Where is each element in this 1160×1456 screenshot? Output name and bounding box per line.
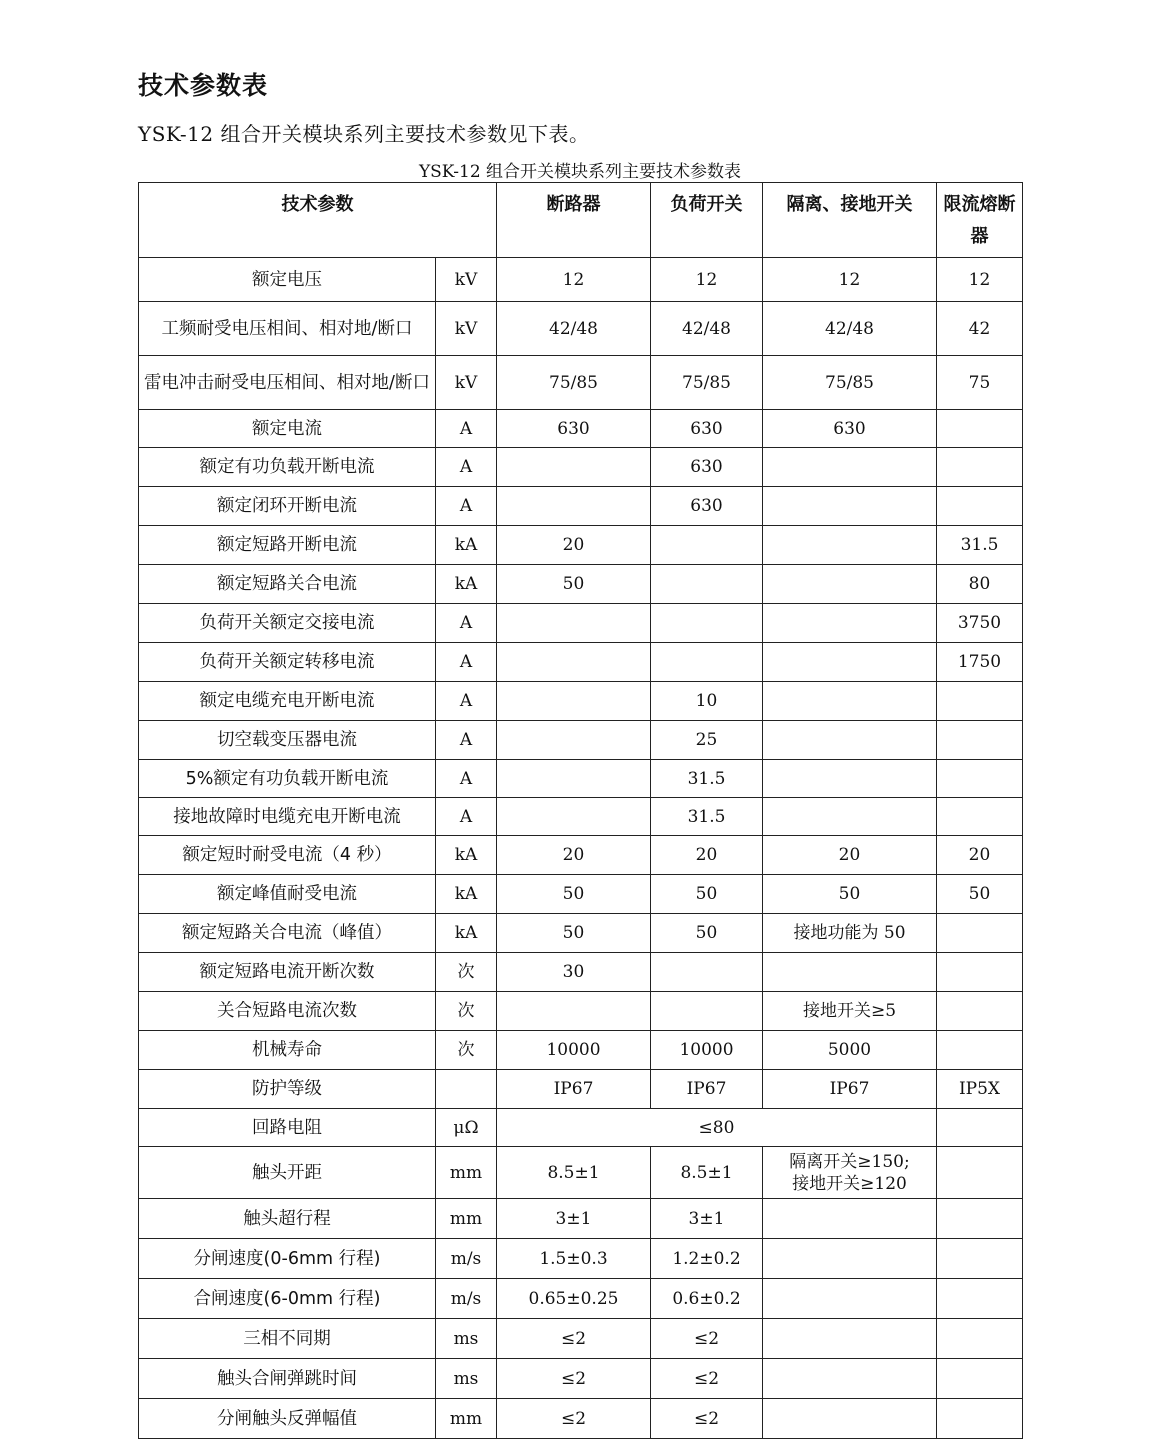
cell-breaker: ≤2 — [497, 1399, 651, 1439]
intro-text: YSK-12 组合开关模块系列主要技术参数见下表。 — [138, 122, 590, 146]
cell-unit: kA — [436, 526, 497, 565]
cell-fuse: IP5X — [937, 1070, 1023, 1109]
cell-param: 5%额定有功负载开断电流 — [139, 760, 436, 798]
cell-param: 触头开距 — [139, 1147, 436, 1199]
cell-unit: kA — [436, 914, 497, 953]
cell-breaker: 20 — [497, 526, 651, 565]
cell-breaker: 50 — [497, 875, 651, 914]
cell-unit: A — [436, 760, 497, 798]
cell-isolating-earthing — [763, 604, 937, 643]
cell-fuse — [937, 410, 1023, 448]
cell-breaker: ≤2 — [497, 1359, 651, 1399]
cell-load-switch: 12 — [651, 258, 763, 302]
cell-isolating-earthing — [763, 1359, 937, 1399]
cell-fuse — [937, 1279, 1023, 1319]
cell-breaker: 0.65±0.25 — [497, 1279, 651, 1319]
cell-isolating-earthing: IP67 — [763, 1070, 937, 1109]
cell-breaker — [497, 760, 651, 798]
table-row — [139, 1279, 1023, 1319]
cell-param: 额定短时耐受电流（4 秒） — [139, 836, 436, 875]
cell-param: 回路电阻 — [139, 1109, 436, 1147]
cell-breaker: 42/48 — [497, 302, 651, 356]
cell-load-switch: ≤2 — [651, 1319, 763, 1359]
cell-unit: kA — [436, 565, 497, 604]
cell-fuse — [937, 721, 1023, 760]
header-fuse: 限流熔断器 — [937, 183, 1023, 258]
cell-load-switch: 50 — [651, 914, 763, 953]
cell-merged: ≤80 — [497, 1109, 937, 1147]
cell-fuse — [937, 1109, 1023, 1147]
cell-fuse — [937, 1399, 1023, 1439]
cell-isolating-earthing: 20 — [763, 836, 937, 875]
cell-isolating-earthing: 42/48 — [763, 302, 937, 356]
cell-load-switch: 50 — [651, 875, 763, 914]
cell-unit: A — [436, 682, 497, 721]
spec-table — [138, 182, 1023, 1439]
cell-unit: mm — [436, 1399, 497, 1439]
cell-unit: A — [436, 487, 497, 526]
table-caption: YSK-12 组合开关模块系列主要技术参数表 — [418, 162, 742, 182]
table-row — [139, 953, 1023, 992]
cell-unit: μΩ — [436, 1109, 497, 1147]
cell-breaker: 75/85 — [497, 356, 651, 410]
cell-param: 额定峰值耐受电流 — [139, 875, 436, 914]
table-row — [139, 1399, 1023, 1439]
cell-breaker: 8.5±1 — [497, 1147, 651, 1199]
cell-isolating-earthing — [763, 1279, 937, 1319]
cell-breaker — [497, 798, 651, 836]
cell-isolating-earthing: 5000 — [763, 1031, 937, 1070]
cell-param: 额定闭环开断电流 — [139, 487, 436, 526]
table-row — [139, 992, 1023, 1031]
cell-isolating-earthing — [763, 760, 937, 798]
table-row — [139, 410, 1023, 448]
cell-breaker: 10000 — [497, 1031, 651, 1070]
table-row — [139, 487, 1023, 526]
header-param: 技术参数 — [139, 183, 497, 258]
cell-fuse — [937, 992, 1023, 1031]
cell-breaker — [497, 487, 651, 526]
cell-fuse — [937, 1031, 1023, 1070]
cell-isolating-earthing — [763, 1399, 937, 1439]
table-row — [139, 682, 1023, 721]
cell-param: 额定电流 — [139, 410, 436, 448]
cell-load-switch — [651, 565, 763, 604]
cell-load-switch: IP67 — [651, 1070, 763, 1109]
cell-fuse — [937, 1199, 1023, 1239]
cell-fuse — [937, 487, 1023, 526]
cell-param: 负荷开关额定交接电流 — [139, 604, 436, 643]
cell-unit: kA — [436, 875, 497, 914]
cell-param: 关合短路电流次数 — [139, 992, 436, 1031]
cell-load-switch: 3±1 — [651, 1199, 763, 1239]
cell-unit: 次 — [436, 992, 497, 1031]
cell-breaker: 1.5±0.3 — [497, 1239, 651, 1279]
cell-unit: kV — [436, 258, 497, 302]
cell-isolating-earthing: 接地功能为 50 — [763, 914, 937, 953]
cell-fuse — [937, 1319, 1023, 1359]
cell-fuse: 31.5 — [937, 526, 1023, 565]
cell-load-switch: 8.5±1 — [651, 1147, 763, 1199]
cell-isolating-earthing — [763, 1319, 937, 1359]
cell-param: 切空载变压器电流 — [139, 721, 436, 760]
cell-param: 负荷开关额定转移电流 — [139, 643, 436, 682]
cell-param: 三相不同期 — [139, 1319, 436, 1359]
cell-load-switch: 20 — [651, 836, 763, 875]
cell-breaker: ≤2 — [497, 1319, 651, 1359]
cell-isolating-earthing — [763, 448, 937, 487]
cell-load-switch — [651, 992, 763, 1031]
cell-unit: A — [436, 643, 497, 682]
page-heading: 技术参数表 — [138, 71, 269, 100]
cell-unit: m/s — [436, 1239, 497, 1279]
cell-breaker — [497, 604, 651, 643]
cell-unit: 次 — [436, 953, 497, 992]
cell-fuse: 3750 — [937, 604, 1023, 643]
cell-isolating-earthing — [763, 953, 937, 992]
cell-load-switch — [651, 604, 763, 643]
cell-fuse: 80 — [937, 565, 1023, 604]
cell-unit: kA — [436, 836, 497, 875]
cell-fuse — [937, 798, 1023, 836]
cell-breaker: 30 — [497, 953, 651, 992]
cell-unit: A — [436, 410, 497, 448]
header-isolating-earthing: 隔离、接地开关 — [763, 183, 937, 258]
cell-fuse: 42 — [937, 302, 1023, 356]
cell-isolating-earthing: 隔离开关≥150; 接地开关≥120 — [763, 1147, 937, 1199]
table-row — [139, 302, 1023, 356]
cell-load-switch: 25 — [651, 721, 763, 760]
cell-param: 工频耐受电压相间、相对地/断口 — [139, 302, 436, 356]
cell-load-switch: 0.6±0.2 — [651, 1279, 763, 1319]
cell-param: 接地故障时电缆充电开断电流 — [139, 798, 436, 836]
table-row — [139, 1359, 1023, 1399]
cell-fuse: 12 — [937, 258, 1023, 302]
cell-isolating-earthing — [763, 798, 937, 836]
cell-breaker: 50 — [497, 914, 651, 953]
cell-fuse: 75 — [937, 356, 1023, 410]
cell-breaker — [497, 992, 651, 1031]
table-row — [139, 914, 1023, 953]
table-row — [139, 1239, 1023, 1279]
cell-fuse — [937, 760, 1023, 798]
table-row — [139, 836, 1023, 875]
cell-breaker: 3±1 — [497, 1199, 651, 1239]
cell-breaker: 630 — [497, 410, 651, 448]
table-row — [139, 875, 1023, 914]
cell-isolating-earthing — [763, 682, 937, 721]
cell-fuse: 20 — [937, 836, 1023, 875]
cell-isolating-earthing: 接地开关≥5 — [763, 992, 937, 1031]
cell-breaker — [497, 643, 651, 682]
cell-param: 防护等级 — [139, 1070, 436, 1109]
cell-breaker — [497, 448, 651, 487]
cell-param: 额定短路关合电流 — [139, 565, 436, 604]
cell-breaker: 20 — [497, 836, 651, 875]
table-row — [139, 643, 1023, 682]
cell-unit: A — [436, 721, 497, 760]
cell-unit: A — [436, 798, 497, 836]
cell-unit: kV — [436, 356, 497, 410]
cell-breaker: 12 — [497, 258, 651, 302]
cell-param: 额定电缆充电开断电流 — [139, 682, 436, 721]
cell-unit: A — [436, 604, 497, 643]
cell-isolating-earthing — [763, 487, 937, 526]
cell-breaker — [497, 721, 651, 760]
cell-load-switch — [651, 953, 763, 992]
cell-param: 额定电压 — [139, 258, 436, 302]
cell-load-switch: 10000 — [651, 1031, 763, 1070]
cell-load-switch: 75/85 — [651, 356, 763, 410]
header-breaker: 断路器 — [497, 183, 651, 258]
table-row — [139, 448, 1023, 487]
table-row — [139, 1109, 1023, 1147]
cell-fuse — [937, 1147, 1023, 1199]
table-row — [139, 1199, 1023, 1239]
cell-load-switch: ≤2 — [651, 1359, 763, 1399]
cell-fuse: 1750 — [937, 643, 1023, 682]
cell-unit: ms — [436, 1359, 497, 1399]
cell-isolating-earthing: 12 — [763, 258, 937, 302]
cell-unit — [436, 1070, 497, 1109]
cell-param: 机械寿命 — [139, 1031, 436, 1070]
cell-unit: mm — [436, 1147, 497, 1199]
cell-load-switch — [651, 526, 763, 565]
table-header-row — [139, 183, 1023, 258]
cell-param: 额定短路开断电流 — [139, 526, 436, 565]
cell-fuse — [937, 448, 1023, 487]
cell-fuse — [937, 682, 1023, 721]
cell-breaker — [497, 682, 651, 721]
cell-fuse — [937, 914, 1023, 953]
cell-unit: A — [436, 448, 497, 487]
cell-param: 额定有功负载开断电流 — [139, 448, 436, 487]
cell-fuse — [937, 1359, 1023, 1399]
cell-param: 额定短路电流开断次数 — [139, 953, 436, 992]
cell-load-switch: 31.5 — [651, 798, 763, 836]
cell-load-switch: ≤2 — [651, 1399, 763, 1439]
table-row — [139, 798, 1023, 836]
table-row — [139, 760, 1023, 798]
cell-unit: m/s — [436, 1279, 497, 1319]
cell-isolating-earthing — [763, 643, 937, 682]
table-row — [139, 356, 1023, 410]
cell-load-switch: 1.2±0.2 — [651, 1239, 763, 1279]
table-row — [139, 526, 1023, 565]
table-row — [139, 721, 1023, 760]
table-row — [139, 1147, 1023, 1199]
cell-param: 触头合闸弹跳时间 — [139, 1359, 436, 1399]
cell-unit: ms — [436, 1319, 497, 1359]
cell-unit: kV — [436, 302, 497, 356]
cell-param: 雷电冲击耐受电压相间、相对地/断口 — [139, 356, 436, 410]
cell-isolating-earthing — [763, 721, 937, 760]
cell-fuse — [937, 1239, 1023, 1279]
cell-load-switch: 10 — [651, 682, 763, 721]
cell-param: 触头超行程 — [139, 1199, 436, 1239]
table-row — [139, 1070, 1023, 1109]
cell-isolating-earthing — [763, 1199, 937, 1239]
cell-breaker: IP67 — [497, 1070, 651, 1109]
table-row — [139, 1031, 1023, 1070]
cell-load-switch — [651, 643, 763, 682]
cell-load-switch: 630 — [651, 410, 763, 448]
cell-isolating-earthing: 630 — [763, 410, 937, 448]
cell-load-switch: 42/48 — [651, 302, 763, 356]
table-row — [139, 565, 1023, 604]
cell-unit: 次 — [436, 1031, 497, 1070]
header-load-switch: 负荷开关 — [651, 183, 763, 258]
cell-param: 分闸触头反弹幅值 — [139, 1399, 436, 1439]
cell-fuse: 50 — [937, 875, 1023, 914]
cell-breaker: 50 — [497, 565, 651, 604]
cell-load-switch: 31.5 — [651, 760, 763, 798]
cell-isolating-earthing — [763, 565, 937, 604]
table-row — [139, 604, 1023, 643]
cell-param: 分闸速度(0-6mm 行程) — [139, 1239, 436, 1279]
table-row — [139, 258, 1023, 302]
cell-isolating-earthing — [763, 526, 937, 565]
cell-param: 合闸速度(6-0mm 行程) — [139, 1279, 436, 1319]
table-row — [139, 1319, 1023, 1359]
cell-isolating-earthing: 50 — [763, 875, 937, 914]
cell-isolating-earthing — [763, 1239, 937, 1279]
cell-load-switch: 630 — [651, 448, 763, 487]
cell-load-switch: 630 — [651, 487, 763, 526]
cell-isolating-earthing: 75/85 — [763, 356, 937, 410]
cell-param: 额定短路关合电流（峰值） — [139, 914, 436, 953]
cell-unit: mm — [436, 1199, 497, 1239]
cell-fuse — [937, 953, 1023, 992]
